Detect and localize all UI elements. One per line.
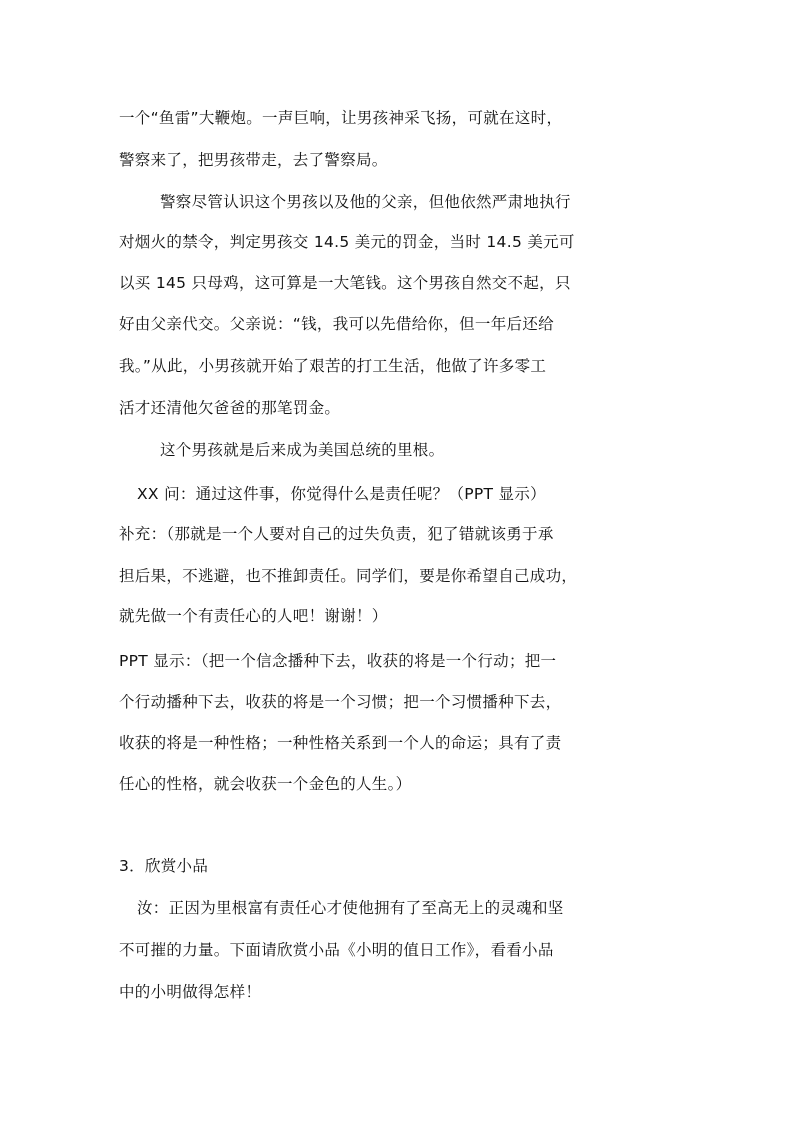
paragraph-line: 以买 145 只母鸡，这可算是一大笔钱。这个男孩自然交不起，只	[119, 274, 571, 292]
paragraph-line: 汝：正因为里根富有责任心才使他拥有了至高无上的灵魂和坚	[137, 899, 564, 917]
paragraph-line: 对烟火的禁令，判定男孩交 14.5 美元的罚金，当时 14.5 美元可	[119, 233, 575, 251]
paragraph-line: 好由父亲代交。父亲说：“钱，我可以先借给你，但一年后还给	[119, 315, 554, 333]
ppt-line: PPT 显示：（把一个信念播种下去，收获的将是一个行动；把一	[119, 652, 557, 670]
ppt-line: 个行动播种下去，收获的将是一个习惯；把一个习惯播种下去，	[119, 693, 562, 711]
paragraph-line: 这个男孩就是后来成为美国总统的里根。	[160, 441, 445, 459]
section-heading: 3．欣赏小品	[119, 857, 209, 875]
paragraph-line: 不可摧的力量。下面请欣赏小品《小明的值日工作》，看看小品	[119, 941, 554, 959]
paragraph-line: 警察来了，把男孩带走，去了警察局。	[119, 151, 388, 169]
ppt-line: 任心的性格，就会收获一个金色的人生。）	[119, 775, 412, 793]
paragraph-line: 我。”从此，小男孩就开始了艰苦的打工生活，他做了许多零工	[119, 357, 547, 375]
question-line: XX 问：通过这件事，你觉得什么是责任呢？（PPT 显示）	[137, 485, 546, 503]
paragraph-line: 中的小明做得怎样！	[119, 983, 262, 1001]
ppt-line: 收获的将是一种性格；一种性格关系到一个人的命运；具有了责	[119, 734, 562, 752]
paragraph-line: 一个“鱼雷”大鞭炮。一声巨响，让男孩神采飞扬，可就在这时，	[119, 109, 563, 127]
supplement-line: 补充：（那就是一个人要对自己的过失负责，犯了错就该勇于承	[119, 525, 554, 543]
supplement-line: 担后果，不逃避，也不推卸责任。同学们，要是你希望自己成功，	[119, 567, 578, 585]
supplement-line: 就先做一个有责任心的人吧！谢谢！）	[119, 607, 388, 625]
paragraph-line: 警察尽管认识这个男孩以及他的父亲，但他依然严肃地执行	[160, 193, 571, 211]
paragraph-line: 活才还清他欠爸爸的那笔罚金。	[119, 399, 341, 417]
